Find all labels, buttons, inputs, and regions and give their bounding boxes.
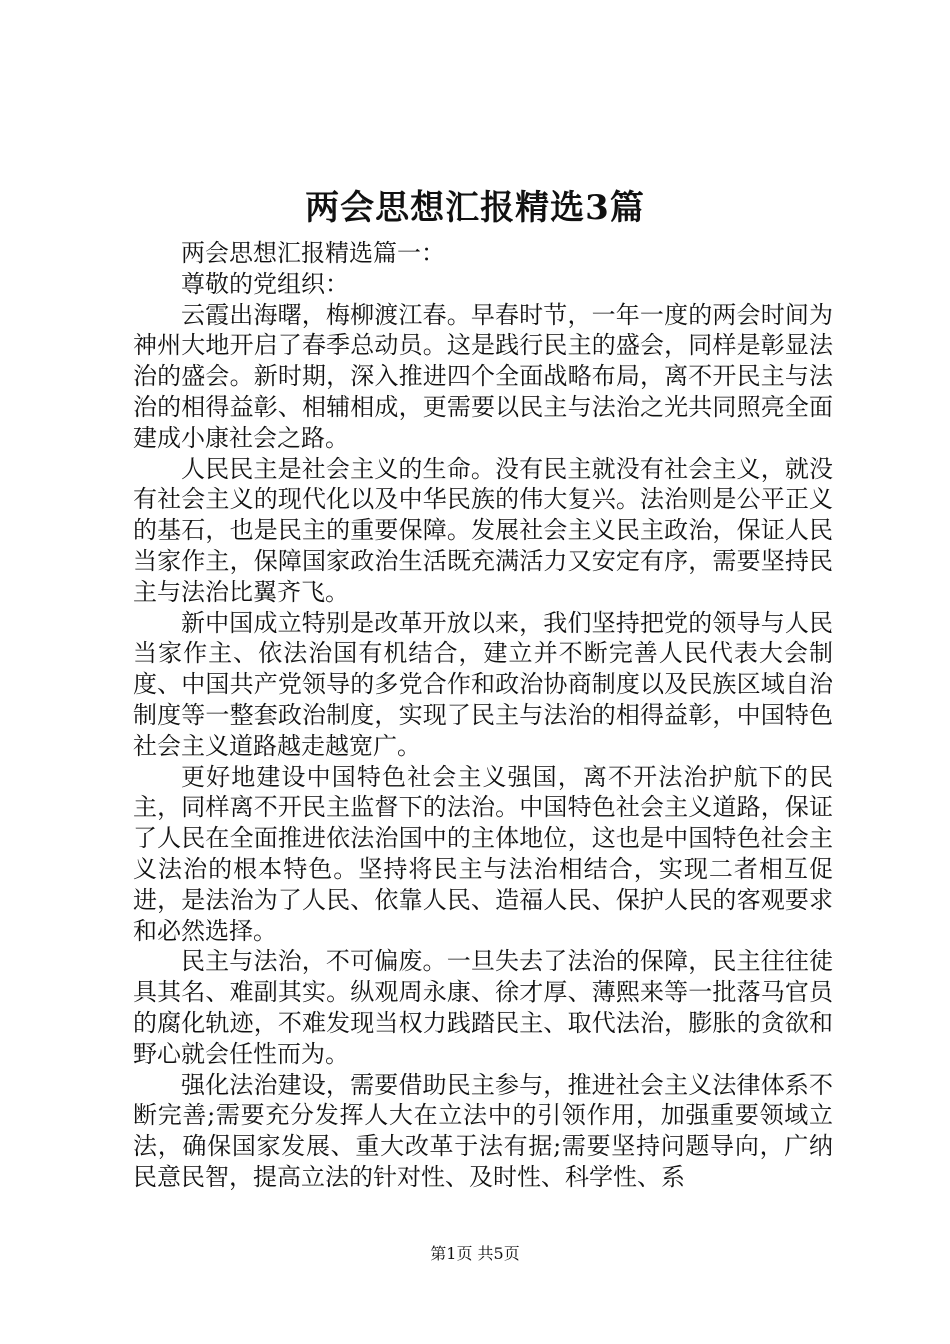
paragraph: 民主与法治，不可偏废。一旦失去了法治的保障，民主往往徒具其名、难副其实。纵观周永康、徐才厚、薄熙来等一批落马官员的腐化轨迹，不难发现当权力践踏民主、取代法治，膨胀的贪欲和野心就会任性而为。 (133, 947, 833, 1068)
paragraph-salutation: 尊敬的党组织： (181, 269, 349, 298)
paragraph: 更好地建设中国特色社会主义强国，离不开法治护航下的民主，同样离不开民主监督下的法治。中国特色社会主义道路，保证了人民在全面推进依法治国中的主体地位，这也是中国特色社会主义法治的根本特色。坚持将民主与法治相结合，实现二者相互促进，是法治为了人民、依靠人民、造福人民、保护人民的客观要求和必然选择。 (133, 762, 833, 945)
paragraph: 强化法治建设，需要借助民主参与，推进社会主义法律体系不断完善;需要充分发挥人大在立法中的引领作用，加强重要领域立法，确保国家发展、重大改革于法有据;需要坚持问题导向，广纳民意民智，提高立法的针对性、及时性、科学性、系 (133, 1070, 833, 1191)
page-number-footer: 第1页 共5页 (430, 1244, 520, 1263)
paragraph: 云霞出海曙，梅柳渡江春。早春时节，一年一度的两会时间为神州大地开启了春季总动员。这是践行民主的盛会，同样是彰显法治的盛会。新时期，深入推进四个全面战略布局，离不开民主与法治的相得益彰、相辅相成，更需要以民主与法治之光共同照亮全面建成小康社会之路。 (133, 300, 833, 452)
paragraph-section-heading: 两会思想汇报精选篇一： (181, 239, 445, 267)
document-body (133, 238, 833, 1193)
paragraph: 人民民主是社会主义的生命。没有民主就没有社会主义，就没有社会主义的现代化以及中华民族的伟大复兴。法治则是公平正义的基石，也是民主的重要保障。发展社会主义民主政治，保证人民当家作主，保障国家政治生活既充满活力又安定有序，需要坚持民主与法治比翼齐飞。 (133, 454, 833, 606)
document-title: 两会思想汇报精选3篇 (305, 188, 645, 228)
paragraph: 新中国成立特别是改革开放以来，我们坚持把党的领导与人民当家作主、依法治国有机结合，建立并不断完善人民代表大会制度、中国共产党领导的多党合作和政治协商制度以及民族区域自治制度等一整套政治制度，实现了民主与法治的相得益彰，中国特色社会主义道路越走越宽广。 (133, 608, 833, 760)
